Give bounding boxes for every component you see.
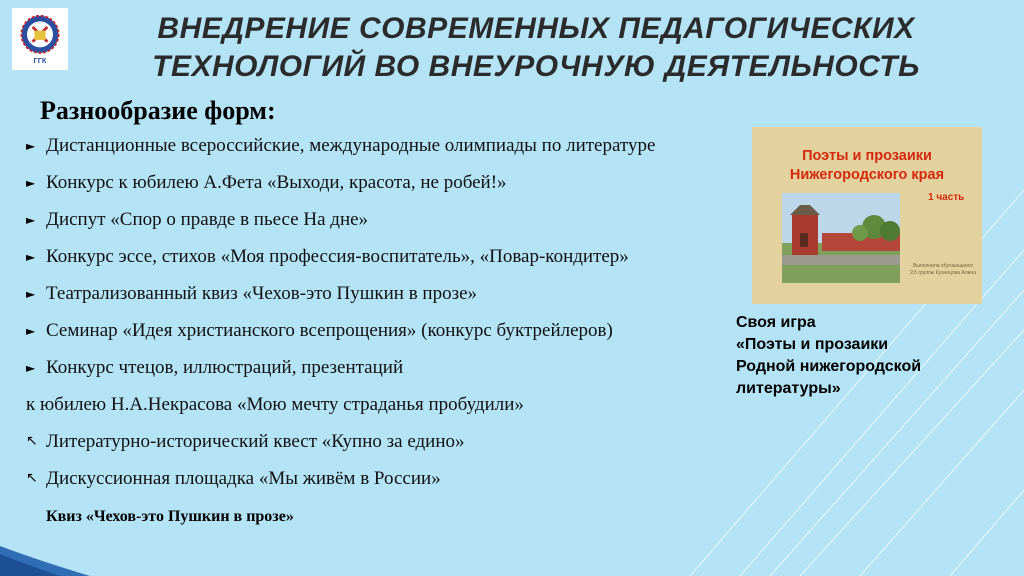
list-item	[26, 354, 746, 391]
list-item-text: Конкурс эссе, стихов «Моя профессия-воспитатель», «Повар-кондитер»	[46, 246, 629, 267]
list-item	[26, 243, 746, 280]
list-item-text: Литературно-исторический квест «Купно за едино»	[46, 431, 465, 452]
list-item	[26, 280, 746, 317]
arrow-bullet-icon: ↖	[26, 433, 38, 449]
game-caption-line-1: Своя игра	[736, 314, 816, 331]
game-caption	[736, 312, 996, 400]
list-item-text: Конкурс к юбилею А.Фета «Выходи, красота, не робей!»	[46, 172, 507, 193]
list-item-text: Диспут «Спор о правде в пьесе На дне»	[46, 209, 369, 230]
section-subtitle: Разнообразие форм:	[40, 96, 276, 125]
forms-list	[26, 132, 746, 502]
image-title-line-1: Поэты и прозаики	[802, 148, 932, 164]
triangle-bullet-icon: ►	[26, 324, 36, 338]
list-item-text: Конкурс чтецов, иллюстраций, презентаций	[46, 357, 404, 378]
game-caption-line-3: Родной нижегородской	[736, 358, 922, 375]
game-caption-line-2: «Поэты и прозаики	[736, 336, 889, 353]
kremlin-photo	[782, 193, 900, 283]
kremlin-tower-icon	[782, 193, 900, 283]
title-line-1: ВНЕДРЕНИЕ СОВРЕМЕННЫХ ПЕДАГОГИЧЕСКИХ	[157, 12, 915, 45]
game-cover-image	[752, 127, 982, 304]
list-item-text: Дистанционные всероссийские, международные олимпиады по литературе	[46, 135, 656, 156]
image-title	[752, 147, 982, 185]
triangle-bullet-icon: ►	[26, 287, 36, 301]
page-title	[96, 10, 976, 86]
list-item-text: к юбилею Н.А.Некрасова «Мою мечту страданья пробудили»	[26, 394, 524, 415]
photo-caption: Квиз «Чехов-это Пушкин в прозе»	[46, 508, 294, 525]
image-title-line-2: Нижегородского края	[789, 167, 945, 183]
triangle-bullet-icon: ►	[26, 250, 36, 264]
list-item	[26, 428, 746, 465]
title-line-2: ТЕХНОЛОГИЙ ВО ВНЕУРОЧНУЮ ДЕЯТЕЛЬНОСТЬ	[152, 50, 920, 83]
list-item-text: Семинар «Идея христианского всепрощения» (конкурс буктрейлеров)	[46, 320, 613, 341]
game-caption-line-4: литературы»	[736, 380, 841, 397]
list-item-text: Дискуссионная площадка «Мы живём в России»	[46, 468, 441, 489]
triangle-bullet-icon: ►	[26, 213, 36, 227]
list-item	[26, 169, 746, 206]
arrow-bullet-icon: ↖	[26, 470, 38, 486]
image-part-label: 1 часть	[928, 192, 965, 203]
list-item	[26, 206, 746, 243]
emblem-icon	[14, 10, 66, 68]
list-item	[26, 317, 746, 354]
list-item-continuation	[26, 391, 746, 428]
list-item	[26, 132, 746, 169]
image-author-label: Выполнила обучающаяся 2/3 группы Кузнецова Алина	[910, 263, 976, 276]
triangle-bullet-icon: ►	[26, 176, 36, 190]
triangle-bullet-icon: ►	[26, 139, 36, 153]
list-item	[26, 465, 746, 502]
list-item-text: Театрализованный квиз «Чехов-это Пушкин в прозе»	[46, 283, 478, 304]
triangle-bullet-icon: ►	[26, 361, 36, 375]
logo-text: ГГК	[33, 56, 47, 66]
college-logo	[12, 8, 68, 70]
